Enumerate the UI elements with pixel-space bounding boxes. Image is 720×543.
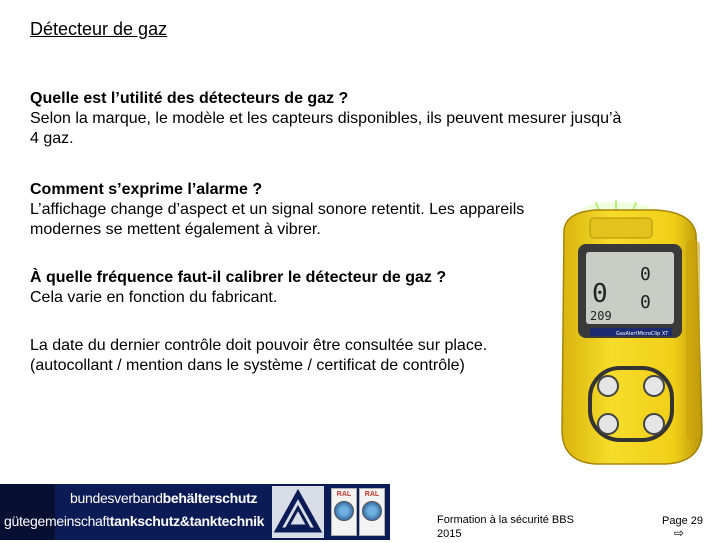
slide-title: Détecteur de gaz <box>30 19 168 39</box>
seal-icon <box>362 501 382 521</box>
course-year: 2015 <box>437 528 462 540</box>
ral-badge: RAL <box>331 488 357 536</box>
answer-line: 4 gaz. <box>30 130 74 147</box>
answer-line: L’affichage change d’aspect et un signal sonore retentit. Les appareils <box>30 201 525 218</box>
gas-detector-image <box>556 200 708 468</box>
footer-banner <box>0 484 390 540</box>
next-slide-arrow-icon[interactable]: ⇨ <box>674 526 685 540</box>
qa-section-calibration <box>30 268 446 308</box>
brand-label: GasAlertMicroClip XT <box>616 331 669 337</box>
seal-icon <box>334 501 354 521</box>
association-logo <box>272 486 324 538</box>
answer-line: La date du dernier contrôle doit pouvoir être consultée sur place. <box>30 337 488 354</box>
page-number: Page 29 <box>662 515 703 527</box>
svg-text:0: 0 <box>640 264 651 285</box>
course-name: Formation à la sécurité BBS <box>437 514 574 526</box>
qa-section-alarm <box>30 180 524 240</box>
qa-section-control-date <box>30 336 487 376</box>
svg-text:0: 0 <box>592 279 608 309</box>
banner-shade <box>0 484 55 540</box>
course-info <box>437 513 574 541</box>
question: À quelle fréquence faut-il calibrer le détecteur de gaz ? <box>30 269 447 286</box>
ral-badge: RAL <box>359 488 385 536</box>
answer-line: Selon la marque, le modèle et les capteurs disponibles, ils peuvent mesurer jusqu’à <box>30 110 622 127</box>
banner-line-1: bundesverbandbehälterschutz <box>70 490 258 506</box>
banner-line-2: gütegemeinschafttankschutz&tanktechnik <box>4 513 265 529</box>
question: Comment s’exprime l’alarme ? <box>30 181 263 198</box>
answer-line: Cela varie en fonction du fabricant. <box>30 289 278 306</box>
svg-text:209: 209 <box>590 309 612 323</box>
question: Quelle est l’utilité des détecteurs de gaz ? <box>30 90 349 107</box>
qa-section-purpose <box>30 89 621 149</box>
svg-text:0: 0 <box>640 292 651 313</box>
answer-line: (autocollant / mention dans le système / certificat de contrôle) <box>30 357 465 374</box>
answer-line: modernes se mettent également à vibrer. <box>30 221 321 238</box>
triangle-logo-icon <box>272 486 324 538</box>
